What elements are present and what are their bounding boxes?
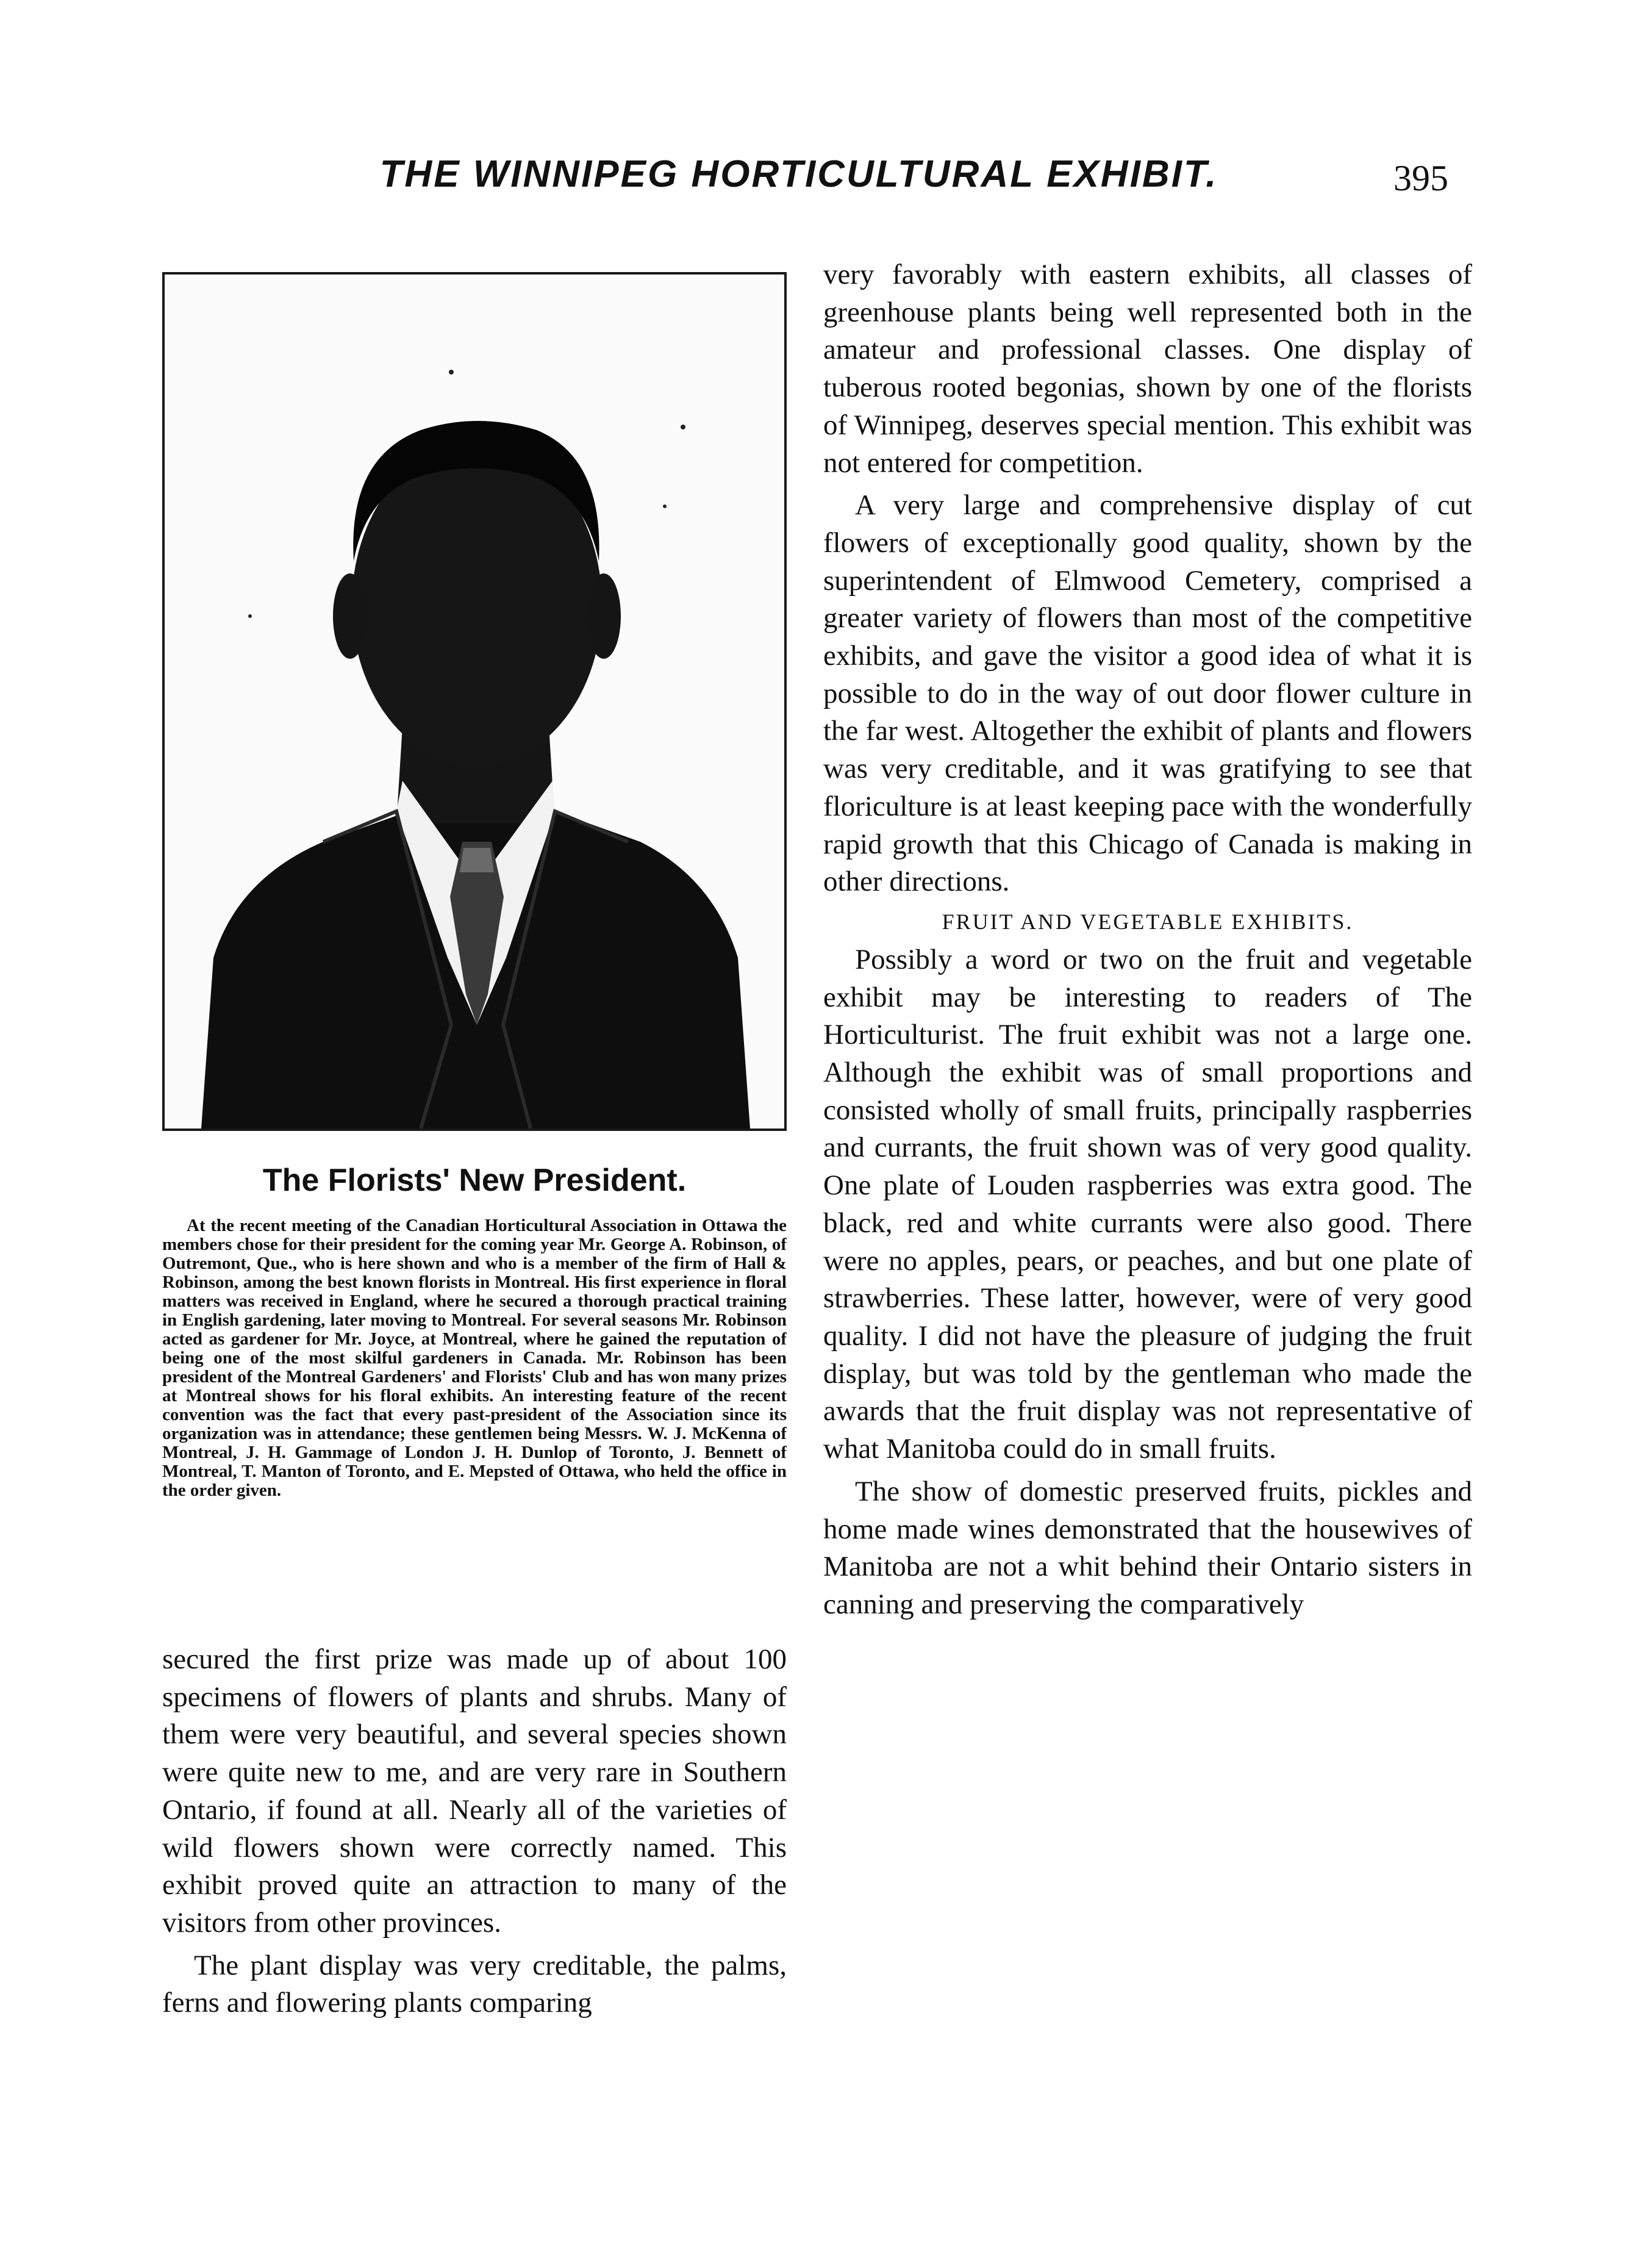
- page-number: 395: [1393, 158, 1448, 198]
- caption-text: [162, 1216, 787, 1613]
- left-paragraph-2: The plant display was very creditable, the palms, ferns and flowering plants comparing: [162, 1949, 787, 2019]
- right-paragraph-4: The show of domestic preserved fruits, pickles and home made wines demonstrated that the housewives of Manitoba are not a whit behind their Ontario sisters in canning and preserving the comparatively: [823, 1475, 1472, 1620]
- portrait-figure: [165, 275, 784, 1129]
- left-paragraph-1: secured the first prize was made up of about 100 specimens of flowers of plants and shrubs. Many of them were very beautiful, and several species shown were quite new to me, and are very rare in Southern Ontario, if found at all. Nearly all of the varieties of wild flowers shown were correctly named. This exhibit proved quite an attraction to many of the visitors from other provinces.: [162, 1643, 787, 1939]
- right-column: [823, 256, 1472, 2178]
- caption-title: The Florists' New President.: [262, 1163, 687, 1198]
- caption-paragraph: At the recent meeting of the Canadian Horticultural Association in Ottawa the members chose for their president for the coming year Mr. George A. Robinson, of Outremont, Que., who is here shown and who is a member of the firm of Hall & Robinson, among the best known florists in Montreal. His first experience in floral matters was received in England, where he secured a thorough practical training in English gardening, later moving to Montreal. For several seasons Mr. Robinson acted as gardener for Mr. Joyce, at Montreal, where he gained the reputation of being one of the most skilful gardeners in Canada. Mr. Robinson has been president of the Montreal Gardeners' and Florists' Club and has won many prizes at Montreal shows for his floral exhibits. An interesting feature of the recent convention was the fact that every past-president of the Association since its organization was in attendance; these gentlemen being Messrs. W. J. McKenna of Montreal, J. H. Gammage of London J. H. Dunlop of Toronto, J. Bennett of Montreal, T. Manton of Toronto, and E. Mepsted of Ottawa, who held the office in the order given.: [162, 1216, 787, 1500]
- running-head: THE WINNIPEG HORTICULTURAL EXHIBIT.: [379, 153, 1218, 195]
- right-paragraph-1: very favorably with eastern exhibits, all classes of greenhouse plants being well represented both in the amateur and professional classes. One display of tuberous rooted begonias, shown by one of the florists of Winnipeg, deserves special mention. This exhibit was not entered for competition.: [823, 259, 1472, 479]
- section-heading: FRUIT AND VEGETABLE EXHIBITS.: [942, 909, 1354, 934]
- right-paragraph-3: Possibly a word or two on the fruit and vegetable exhibit may be interesting to readers of The Horticulturist. The fruit exhibit was not a large one. Although the exhibit was of small proportions and consisted wholly of small fruits, principally raspberries and currants, the fruit shown was of very good quality. One plate of Louden raspberries was extra good. The black, red and white currants were also good. There were no apples, pears, or peaches, and but one plate of strawberries. These latter, however, were of very good quality. I did not have the pleasure of judging the fruit display, but was told by the gentleman who made the awards that the fruit display was not representative of what Manitoba could do in small fruits.: [823, 943, 1472, 1465]
- left-column: [162, 1641, 787, 2159]
- portrait-photo: [162, 272, 787, 1131]
- right-paragraph-2: A very large and comprehensive display of cut flowers of exceptionally good quality, shown by the superintendent of Elmwood Cemetery, comprised a greater variety of flowers than most of the competitive exhibits, and gave the visitor a good idea of what it is possible to do in the way of out door flower culture in the far west. Altogether the exhibit of plants and flowers was very creditable, and it was gratifying to see that floriculture is at least keeping pace with the wonderfully rapid growth that this Chicago of Canada is making in other directions.: [823, 489, 1472, 898]
